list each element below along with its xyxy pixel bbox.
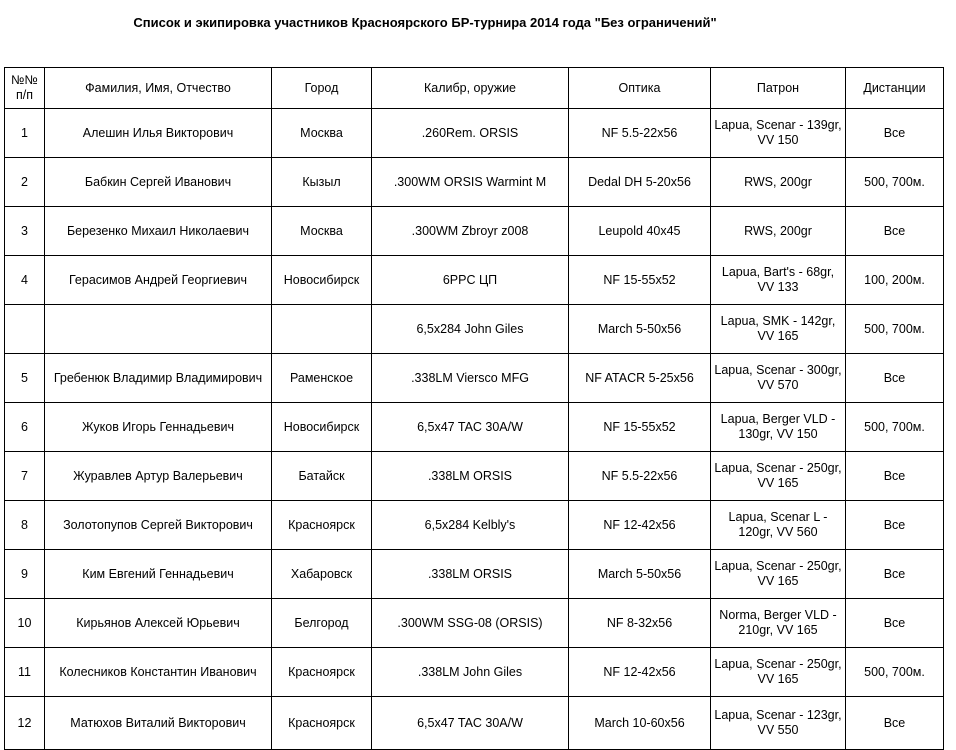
cell-caliber: .300WM Zbroyr z008: [372, 207, 569, 256]
table-row: [5, 354, 944, 403]
cell-name: Журавлев Артур Валерьевич: [45, 452, 272, 501]
cell-caliber: .300WM ORSIS Warmint M: [372, 158, 569, 207]
cell-cartridge: Lapua, Scenar - 250gr, VV 165: [711, 452, 846, 501]
cell-optics: Dedal DH 5-20x56: [569, 158, 711, 207]
cell-cartridge: RWS, 200gr: [711, 158, 846, 207]
table-row: [5, 501, 944, 550]
cell-num: 6: [5, 403, 45, 452]
table-row: [5, 452, 944, 501]
cell-cartridge: RWS, 200gr: [711, 207, 846, 256]
header-row: [5, 68, 944, 109]
cell-cartridge: Lapua, Scenar - 300gr, VV 570: [711, 354, 846, 403]
cell-optics: NF 15-55x52: [569, 256, 711, 305]
cell-city: Красноярск: [272, 697, 372, 750]
cell-caliber: 6,5x47 TAC 30A/W: [372, 697, 569, 750]
cell-optics: NF 5.5-22x56: [569, 109, 711, 158]
header-distances: Дистанции: [846, 68, 944, 109]
cell-city: Батайск: [272, 452, 372, 501]
cell-name: Кирьянов Алексей Юрьевич: [45, 599, 272, 648]
cell-distances: Все: [846, 550, 944, 599]
header-city: Город: [272, 68, 372, 109]
cell-cartridge: Lapua, Berger VLD - 130gr, VV 150: [711, 403, 846, 452]
cell-city: Раменское: [272, 354, 372, 403]
cell-city: Красноярск: [272, 648, 372, 697]
cell-optics: March 5-50x56: [569, 305, 711, 354]
cell-distances: Все: [846, 354, 944, 403]
cell-optics: March 5-50x56: [569, 550, 711, 599]
cell-optics: March 10-60x56: [569, 697, 711, 750]
cell-city: Москва: [272, 109, 372, 158]
cell-city: [272, 305, 372, 354]
cell-cartridge: Lapua, Bart's - 68gr, VV 133: [711, 256, 846, 305]
cell-distances: Все: [846, 599, 944, 648]
cell-distances: Все: [846, 501, 944, 550]
cell-name: Жуков Игорь Геннадьевич: [45, 403, 272, 452]
cell-optics: NF 15-55x52: [569, 403, 711, 452]
cell-caliber: 6PPC ЦП: [372, 256, 569, 305]
cell-distances: Все: [846, 109, 944, 158]
cell-name: Алешин Илья Викторович: [45, 109, 272, 158]
cell-caliber: 6,5x284 John Giles: [372, 305, 569, 354]
cell-optics: NF ATACR 5-25x56: [569, 354, 711, 403]
header-num: №№ п/п: [5, 68, 45, 109]
cell-num: 12: [5, 697, 45, 750]
cell-num: 3: [5, 207, 45, 256]
table-row: [5, 305, 944, 354]
document-title: Список и экипировка участников Красноярского БР-турнира 2014 года "Без ограничений": [133, 15, 717, 30]
cell-num: 7: [5, 452, 45, 501]
header-cartridge: Патрон: [711, 68, 846, 109]
cell-cartridge: Lapua, Scenar - 250gr, VV 165: [711, 648, 846, 697]
cell-city: Белгород: [272, 599, 372, 648]
cell-num: 10: [5, 599, 45, 648]
cell-cartridge: Lapua, Scenar - 250gr, VV 165: [711, 550, 846, 599]
cell-num: 11: [5, 648, 45, 697]
table-row: [5, 109, 944, 158]
cell-caliber: .260Rem. ORSIS: [372, 109, 569, 158]
table-row: [5, 403, 944, 452]
cell-city: Москва: [272, 207, 372, 256]
cell-optics: NF 12-42x56: [569, 501, 711, 550]
cell-cartridge: Norma, Berger VLD - 210gr, VV 165: [711, 599, 846, 648]
cell-num: 9: [5, 550, 45, 599]
cell-name: Матюхов Виталий Викторович: [45, 697, 272, 750]
cell-caliber: .338LM John Giles: [372, 648, 569, 697]
table-row: [5, 158, 944, 207]
cell-cartridge: Lapua, Scenar - 139gr, VV 150: [711, 109, 846, 158]
cell-name: Березенко Михаил Николаевич: [45, 207, 272, 256]
cell-cartridge: Lapua, SMK - 142gr, VV 165: [711, 305, 846, 354]
cell-num: 8: [5, 501, 45, 550]
table-row: [5, 599, 944, 648]
cell-optics: Leupold 40x45: [569, 207, 711, 256]
cell-caliber: .338LM Viersco MFG: [372, 354, 569, 403]
table-row: [5, 207, 944, 256]
cell-distances: 500, 700м.: [846, 403, 944, 452]
cell-name: Гребенюк Владимир Владимирович: [45, 354, 272, 403]
cell-distances: 500, 700м.: [846, 648, 944, 697]
cell-cartridge: Lapua, Scenar - 123gr, VV 550: [711, 697, 846, 750]
table-row: [5, 697, 944, 750]
header-name: Фамилия, Имя, Отчество: [45, 68, 272, 109]
cell-num: [5, 305, 45, 354]
cell-name: Золотопупов Сергей Викторович: [45, 501, 272, 550]
cell-name: Ким Евгений Геннадьевич: [45, 550, 272, 599]
cell-num: 1: [5, 109, 45, 158]
cell-caliber: 6,5x47 TAC 30A/W: [372, 403, 569, 452]
table-row: [5, 256, 944, 305]
cell-num: 2: [5, 158, 45, 207]
table-row: [5, 550, 944, 599]
cell-optics: NF 5.5-22x56: [569, 452, 711, 501]
cell-city: Красноярск: [272, 501, 372, 550]
cell-name: Бабкин Сергей Иванович: [45, 158, 272, 207]
cell-caliber: .300WM SSG-08 (ORSIS): [372, 599, 569, 648]
cell-city: Новосибирск: [272, 403, 372, 452]
cell-cartridge: Lapua, Scenar L - 120gr, VV 560: [711, 501, 846, 550]
cell-distances: Все: [846, 452, 944, 501]
cell-caliber: .338LM ORSIS: [372, 452, 569, 501]
header-caliber: Калибр, оружие: [372, 68, 569, 109]
cell-distances: 500, 700м.: [846, 305, 944, 354]
cell-name: [45, 305, 272, 354]
cell-city: Кызыл: [272, 158, 372, 207]
table-row: [5, 648, 944, 697]
cell-name: Герасимов Андрей Георгиевич: [45, 256, 272, 305]
cell-caliber: 6,5x284 Kelbly's: [372, 501, 569, 550]
cell-distances: Все: [846, 697, 944, 750]
cell-optics: NF 12-42x56: [569, 648, 711, 697]
cell-num: 5: [5, 354, 45, 403]
cell-distances: Все: [846, 207, 944, 256]
cell-distances: 500, 700м.: [846, 158, 944, 207]
cell-city: Новосибирск: [272, 256, 372, 305]
cell-optics: NF 8-32x56: [569, 599, 711, 648]
cell-distances: 100, 200м.: [846, 256, 944, 305]
header-optics: Оптика: [569, 68, 711, 109]
cell-num: 4: [5, 256, 45, 305]
cell-name: Колесников Константин Иванович: [45, 648, 272, 697]
cell-caliber: .338LM ORSIS: [372, 550, 569, 599]
participants-table: [4, 67, 944, 750]
cell-city: Хабаровск: [272, 550, 372, 599]
